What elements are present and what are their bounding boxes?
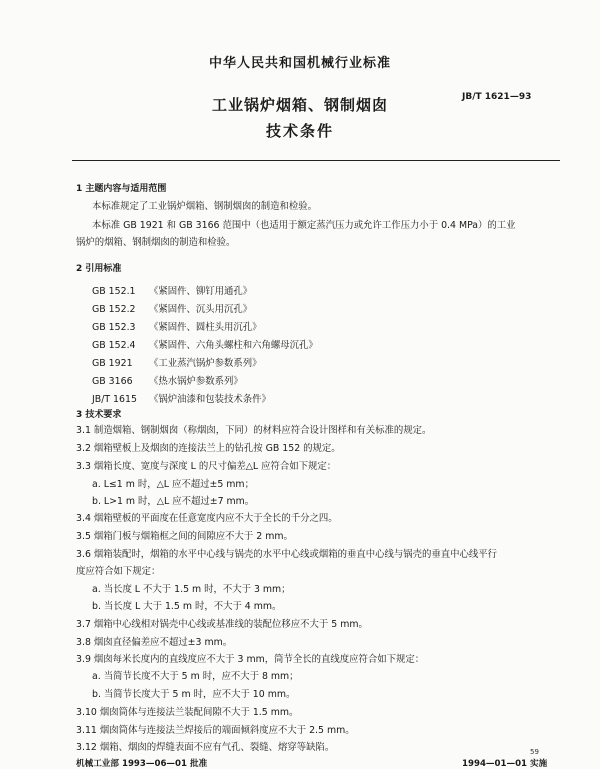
clause-3-5: 3.5 烟箱门板与烟箱框之间的间隙应不大于 2 mm。	[76, 531, 293, 542]
section-2-heading: 2 引用标准	[76, 264, 122, 274]
clause-3-8: 3.8 烟囱直径偏差应不超过±3 mm。	[76, 637, 233, 648]
reference-item: GB 152.4 《紧固件、六角头螺柱和六角螺母沉孔》	[92, 340, 318, 351]
reference-item: GB 152.3 《紧固件、圆柱头用沉孔》	[92, 322, 262, 333]
clause-3-6-a: a. 当长度 L 不大于 1.5 m 时，不大于 3 mm；	[92, 584, 291, 595]
clause-3-9-a: a. 当简节长度不大于 5 m 时，应不大于 8 mm；	[92, 671, 299, 682]
section-3-heading: 3 技术要求	[76, 410, 122, 420]
clause-3-9: 3.9 烟囱每米长度内的直线度应不大于 3 mm，筒节全长的直线度应符合如下规定：	[76, 654, 425, 665]
clause-3-11: 3.11 烟囱筒体与连接法兰焊接后的端面倾斜度应不大于 2.5 mm。	[76, 725, 355, 736]
issuing-organization: 中华人民共和国机械行业标准	[208, 56, 391, 71]
standard-code: JB/T 1621—93	[462, 92, 532, 102]
approval-date: 机械工业部 1993—06—01 批准	[76, 759, 208, 769]
clause-3-6-cont: 度应符合如下规定：	[76, 566, 161, 577]
clause-3-6: 3.6 烟箱装配时，烟箱的水平中心线与锅壳的水平中心线或烟箱的垂直中心线与锅壳的垂直中心线平行	[76, 549, 498, 560]
clause-3-10: 3.10 烟囱筒体与连接法兰装配间隙不大于 1.5 mm。	[76, 707, 299, 718]
clause-3-2: 3.2 烟箱壁板上及烟囱的连接法兰上的钻孔按 GB 152 的规定。	[76, 443, 341, 454]
clause-3-4: 3.4 烟箱壁板的平面度在任意宽度内应不大于全长的千分之四。	[76, 513, 338, 524]
reference-item: JB/T 1615 《锅炉油漆和包装技术条件》	[92, 394, 271, 405]
section-1-heading: 1 主题内容与适用范围	[76, 184, 167, 194]
page-number: 59	[530, 748, 539, 756]
clause-3-6-b: b. 当长度 L 大于 1.5 m 时，不大于 4 mm。	[92, 601, 282, 612]
document-title: 工业锅炉烟箱、钢制烟囱	[211, 96, 388, 114]
clause-3-9-b: b. 当简节长度大于 5 m 时，应不大于 10 mm。	[92, 689, 296, 700]
document-subtitle: 技术条件	[265, 122, 334, 140]
reference-item: GB 152.2 《紧固件、沉头用沉孔》	[92, 304, 253, 315]
section-1-paragraph-2: 本标准 GB 1921 和 GB 3166 范围中（也适用于额定蒸汽压力或允许工作压力小于 0.4 MPa）的工业	[92, 220, 516, 231]
clause-3-3-b: b. L>1 m 时，△L 应不超过±7 mm。	[92, 496, 255, 507]
clause-3-1: 3.1 制造烟箱、钢制烟囱（称烟囱，下同）的材料应符合设计图样和有关标准的规定。	[76, 425, 432, 436]
reference-item: GB 1921 《工业蒸汽锅炉参数系列》	[92, 358, 262, 369]
reference-item: GB 152.1 《紧固件、铆钉用通孔》	[92, 286, 253, 297]
section-1-paragraph-1: 本标准规定了工业锅炉烟箱、钢制烟囱的制造和检验。	[92, 201, 318, 212]
header-rule	[72, 160, 560, 161]
section-1-paragraph-2-cont: 锅炉的烟箱、钢制烟囱的制造和检验。	[76, 237, 236, 248]
clause-3-3: 3.3 烟箱长度、宽度与深度 L 的尺寸偏差△L 应符合如下规定：	[76, 461, 337, 472]
implementation-date: 1994—01—01 实施	[462, 759, 548, 769]
reference-item: GB 3166 《热水锅炉参数系列》	[92, 376, 243, 387]
clause-3-3-a: a. L≤1 m 时，△L 应不超过±5 mm；	[92, 479, 254, 490]
clause-3-12: 3.12 烟箱、烟囱的焊缝表面不应有气孔、裂缝、熔穿等缺陷。	[76, 742, 335, 753]
clause-3-7: 3.7 烟箱中心线相对锅壳中心线或基准线的装配位移应不大于 5 mm。	[76, 619, 368, 630]
